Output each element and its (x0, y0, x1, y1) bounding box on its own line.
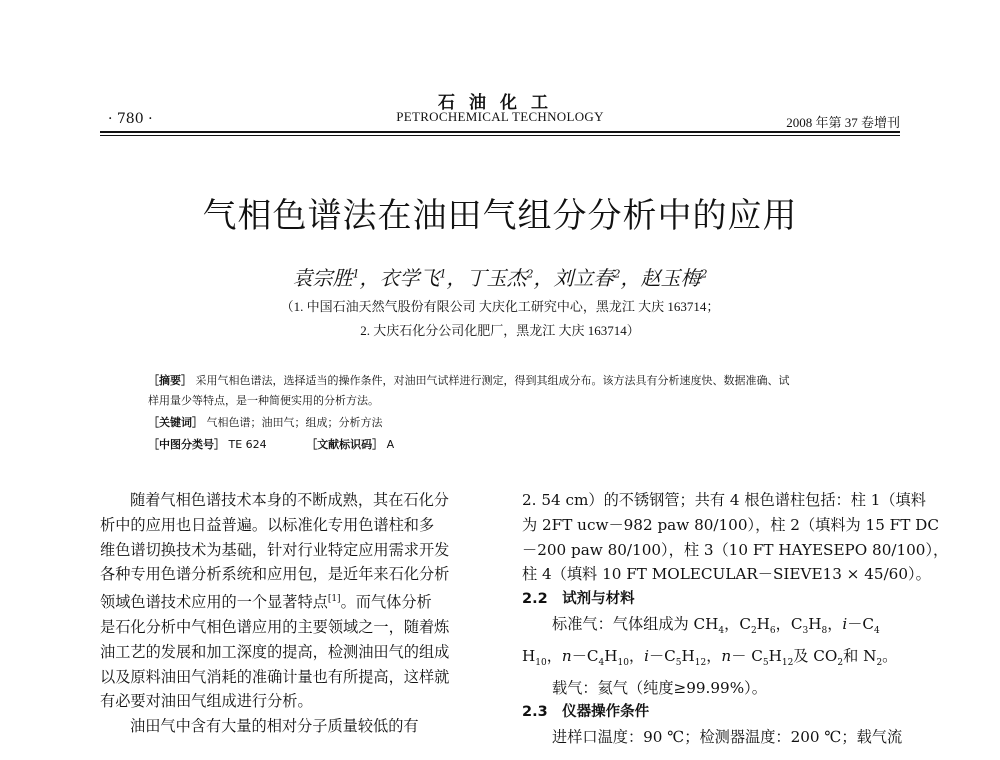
doc-code: A (386, 438, 395, 451)
affiliation-1: （1. 中国石油天然气股份有限公司 大庆化工研究中心，黑龙江 大庆 163714； (280, 299, 720, 314)
section-heading-2-2: 2.2 试剂与材料 (522, 591, 635, 608)
body-line: 各种专用色谱分析系统和应用包，是近年来石化分析 (100, 565, 450, 584)
article-title: 气相色谱法在油田气组分分析中的应用 (202, 196, 798, 236)
page-number: · 780 · (108, 111, 153, 127)
body-line: 油田气中含有大量的相对分子质量较低的有 (130, 717, 419, 736)
author-affiliation-mark: 1 (439, 267, 447, 281)
body-line: 析中的应用也日益普遍。以标准化专用色谱柱和多 (100, 515, 435, 534)
author-name: 衣学飞 (379, 266, 440, 290)
body-line: 为 2FT ucw－982 paw 80/100），柱 2（填料为 15 FT DC (522, 515, 939, 534)
body-line: 进样口温度：90 ℃；检测器温度：200 ℃；载气流 (552, 728, 903, 747)
header-rule-thick (100, 131, 900, 133)
body-line: 维色谱切换技术为基础，针对行业特定应用需求开发 (100, 540, 450, 559)
clc-code: TE 624 (228, 438, 267, 451)
body-line: －200 paw 80/100），柱 3（10 FT HAYESEPO 80/100）， (522, 540, 949, 559)
clc-label: ［中图分类号］ (148, 438, 225, 451)
abstract-line-2: 样用量少等特点，是一种简便实用的分析方法。 (148, 394, 379, 407)
header-rule-thin (100, 135, 900, 136)
author-list: 袁宗胜$^1$，衣学飞$^1$，丁玉杰$^2$，刘立春$^2$，赵玉梅$^2$ (292, 266, 708, 290)
affiliation-2: 2. 大庆石化分公司化肥厂，黑龙江 大庆 163714） (360, 323, 640, 338)
abstract-line-1 (148, 372, 790, 388)
body-column-left (100, 488, 490, 739)
body-line: 2. 54 cm）的不锈钢管；共有 4 根色谱柱包括：柱 1（填料 (522, 491, 926, 509)
author-name: 刘立春 (553, 266, 614, 290)
keywords-line (148, 414, 383, 430)
body-line: 载气：氦气（纯度≥99.99%）。 (552, 678, 767, 697)
standard-gas-line: 标准气：气体组成为 $CH_4$，$C_2H_6$，$C_3H_8$，$i-C_4$ (552, 614, 880, 637)
author-affiliation-mark: 2 (526, 267, 534, 281)
body-text: 领域色谱技术应用的一个显著特点 (100, 593, 328, 612)
body-line: 有必要对油田气组成进行分析。 (100, 692, 313, 711)
classification-line (148, 436, 394, 452)
author-affiliation-mark: 2 (613, 267, 621, 281)
issue-info: 2008 年第 37 卷增刊 (786, 115, 900, 130)
standard-gas-line-cont: $H_{10}$，$n-C_4H_{10}$，$i-C_5H_{12}$，$n- C_5H_{12}$及 $CO_2$和 $N_2$。 (522, 646, 898, 668)
body-line-with-ref (100, 587, 490, 615)
keywords-label: ［关键词］ (148, 416, 203, 429)
section-heading-2-3: 2.3 仪器操作条件 (522, 704, 650, 721)
abstract-label: ［摘要］ (148, 374, 192, 387)
body-column-right (522, 488, 949, 750)
body-line: 以及原料油田气消耗的准确计量也有所提高，这样就 (100, 667, 450, 686)
author-affiliation-mark: 2 (700, 267, 708, 281)
body-line: 是石化分析中气相色谱应用的主要领域之一，随着炼 (100, 618, 450, 637)
author-name: 袁宗胜 (292, 266, 353, 290)
body-text: 。而气体分析 (340, 593, 432, 612)
author-name: 赵玉梅 (640, 266, 701, 290)
doc-code-label: ［文献标识码］ (306, 438, 384, 451)
body-line: 油工艺的发展和加工深度的提高，检测油田气的组成 (100, 642, 450, 661)
body-text: 标准气：气体组成为 (552, 614, 694, 633)
body-line: 柱 4（填料 10 FT MOLECULAR－SIEVE13 × 45/60）。 (522, 565, 931, 584)
journal-name-en: PETROCHEMICAL TECHNOLOGY (396, 109, 604, 124)
citation-ref: [1] (327, 594, 341, 605)
body-line: 随着气相色谱技术本身的不断成熟，其在石化分 (130, 491, 449, 509)
keywords: 气相色谱；油田气；组成；分析方法 (206, 416, 383, 429)
author-affiliation-mark: 1 (352, 267, 360, 281)
abstract-text-1: 采用气相色谱法，选择适当的操作条件，对油田气试样进行测定，得到其组成分布。该方法具有分析速度快、数据准确、试 (195, 374, 790, 387)
author-name: 丁玉杰 (466, 266, 527, 290)
journal-name-cn: 石油化工 (438, 93, 562, 113)
